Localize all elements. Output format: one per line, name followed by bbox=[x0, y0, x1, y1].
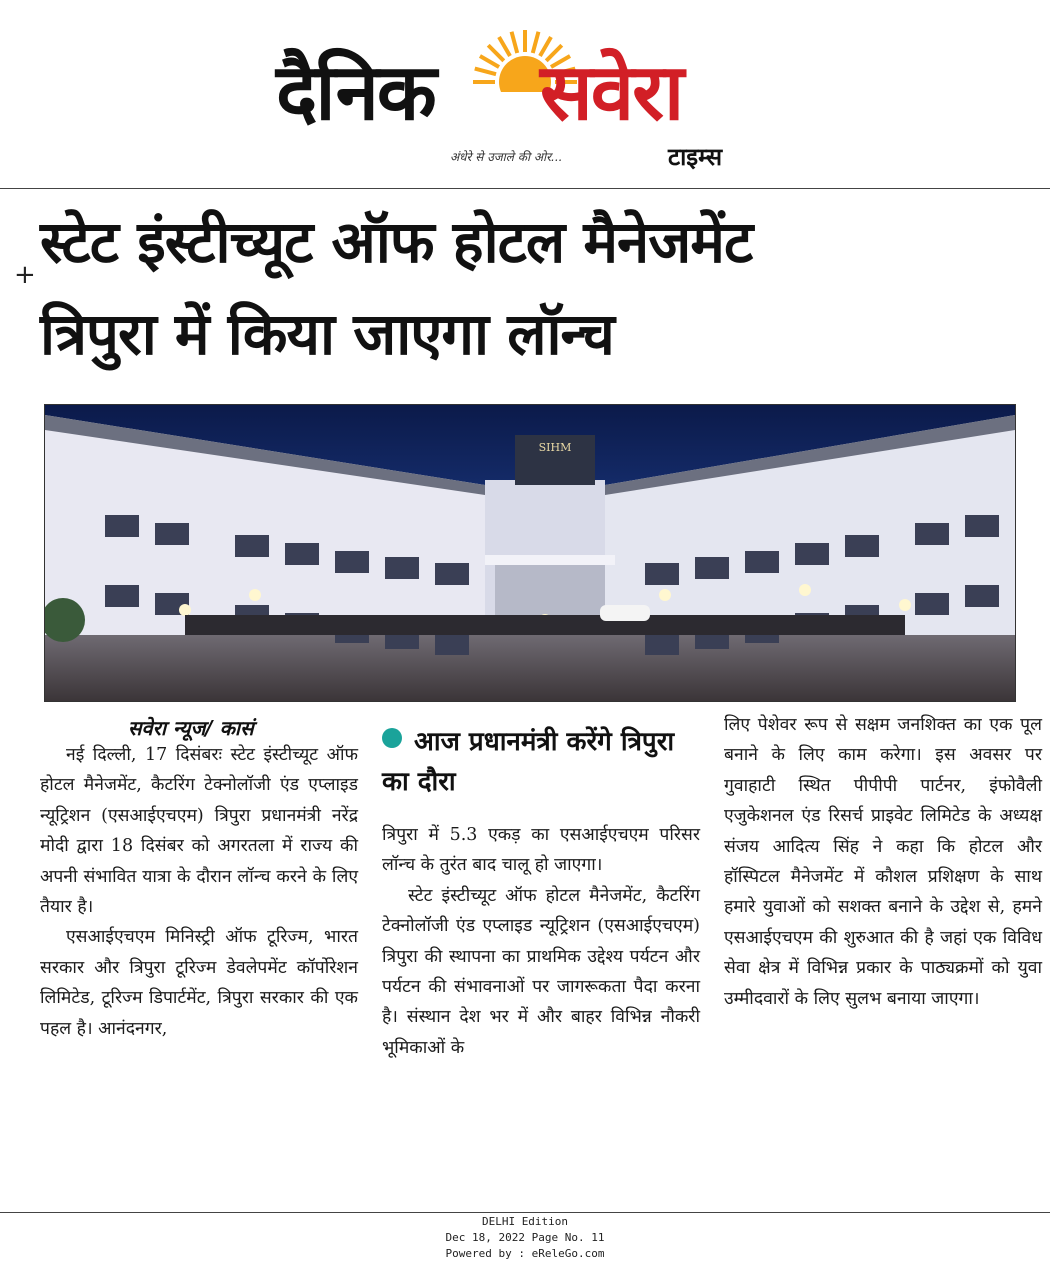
sun-ray bbox=[475, 69, 496, 75]
window bbox=[645, 563, 679, 585]
window bbox=[645, 633, 679, 655]
masthead-divider bbox=[0, 188, 1050, 189]
headline bbox=[40, 196, 1040, 380]
window bbox=[105, 515, 139, 537]
subheading-text: आज प्रधानमंत्री करेंगे त्रिपुरा का दौरा bbox=[382, 727, 675, 797]
window bbox=[915, 593, 949, 615]
article-column-1 bbox=[40, 740, 358, 1044]
building-sign: SIHM bbox=[538, 441, 572, 454]
window bbox=[335, 551, 369, 573]
window bbox=[965, 585, 999, 607]
column-1-paragraph-2: एसआईएचएम मिनिस्ट्री ऑफ टूरिज्म, भारत सरकार और त्रिपुरा टूरिज्म डेवलेपमेंट कॉर्पोरेशन लिमिटेड, टूरिज्म डिपार्टमेंट, त्रिपुरा सरकार की एक पहल है। आनंदनगर, bbox=[40, 927, 358, 1039]
footer-divider bbox=[0, 1212, 1050, 1213]
window bbox=[105, 585, 139, 607]
window bbox=[695, 557, 729, 579]
window bbox=[155, 523, 189, 545]
masthead-title-savera: सवेरा bbox=[540, 48, 683, 138]
sun-ray bbox=[512, 32, 518, 53]
footer-date-page: Dec 18, 2022 Page No. 11 bbox=[445, 1231, 605, 1244]
window bbox=[845, 535, 879, 557]
window bbox=[385, 557, 419, 579]
window bbox=[965, 515, 999, 537]
lamp bbox=[249, 589, 261, 601]
column-3-paragraph-1: लिए पेशेवर रूप से सक्षम जनशिक्त का एक पूल बनाने के लिए काम करेगा। इस अवसर पर गुवाहाटी स्थित पीपीपी पार्टनर, इंफोवैली एजुकेशनल एंड रिसर्च प्राइवेट लिमिटेड के अध्यक्ष संजय आदित्य सिंह ने कहा कि होटल और हॉस्पिटल मैनेजमेंट में कौशल प्रशिक्षण के साथ हमारे युवाओं को सशक्त बनाने के उद्देश से, हमने एसआईएचएम की शुरुआत की है जहां एक विविध सेवा क्षेत्र में विभिन्न प्रकार के पाठ्यक्रमों को युवा उम्मीदवारों के लिए सुलभ बनाया जाएगा। bbox=[724, 715, 1042, 1009]
masthead bbox=[0, 0, 1050, 186]
crop-mark-icon: + bbox=[14, 260, 36, 290]
subheading bbox=[382, 722, 700, 802]
lamp bbox=[799, 584, 811, 596]
window bbox=[435, 633, 469, 655]
article-column-2 bbox=[382, 820, 700, 1063]
masthead-tagline: अंधेरे से उजाले की ओर... bbox=[450, 150, 563, 164]
window bbox=[285, 543, 319, 565]
headline-line-2: त्रिपुरा में किया जाएगा लॉन्च bbox=[40, 300, 614, 368]
headline-line-1: स्टेट इंस्टीच्यूट ऑफ होटल मैनेजमेंट bbox=[40, 208, 753, 276]
column-2-paragraph-2: स्टेट इंस्टीच्यूट ऑफ होटल मैनेजमेंट, कैटरिंग टेक्नोलॉजी एंड एप्लाइड न्यूट्रिशन (एसआईएचएम) त्रिपुरा की स्थापना का प्राथमिक उद्देश्य पर्यटन और पर्यटन की संभावनाओं पर जागरूकता पैदा करना है। संस्थान देश भर में और बाहर विभिन्न नौकरी भूमिकाओं के bbox=[382, 885, 700, 1058]
sun-ray bbox=[499, 37, 510, 56]
lamp bbox=[659, 589, 671, 601]
sun-ray bbox=[533, 32, 539, 53]
lamp bbox=[899, 599, 911, 611]
sun-ray bbox=[488, 45, 504, 61]
window bbox=[435, 563, 469, 585]
lamp bbox=[179, 604, 191, 616]
masthead-title-dainik: दैनिक bbox=[276, 48, 435, 138]
window bbox=[745, 551, 779, 573]
masthead-subtitle: टाइम्स bbox=[668, 143, 723, 171]
window bbox=[795, 543, 829, 565]
footer bbox=[0, 1214, 1050, 1262]
column-1-paragraph-1: नई दिल्ली, 17 दिसंबरः स्टेट इंस्टीच्यूट ऑफ होटल मैनेजमेंट, कैटरिंग टेक्नोलॉजी एंड एप्लाइड न्यूट्रिशन (एसआईएचएम) त्रिपुरा प्रधानमंत्री नरेंद्र मोदी द्वारा 18 दिसंबर को अगरतला में राज्य की अपनी संभावित यात्रा के दौरान लॉन्च करने के लिए तैयार है। bbox=[40, 745, 358, 918]
footer-powered-by: Powered by : eReleGo.com bbox=[445, 1247, 605, 1260]
window bbox=[915, 523, 949, 545]
window bbox=[235, 535, 269, 557]
article-column-3 bbox=[724, 710, 1042, 1014]
building-photo bbox=[44, 404, 1016, 702]
footer-edition: DELHI Edition bbox=[481, 1215, 569, 1228]
bullet-icon bbox=[382, 728, 402, 748]
sun-ray bbox=[480, 56, 499, 67]
byline: सवेरा न्यूज/ कासं bbox=[128, 716, 254, 740]
column-2-paragraph-1: त्रिपुरा में 5.3 एकड़ का एसआईएचएम परिसर लॉन्च के तुरंत बाद चालू हो जाएगा। bbox=[382, 825, 700, 876]
